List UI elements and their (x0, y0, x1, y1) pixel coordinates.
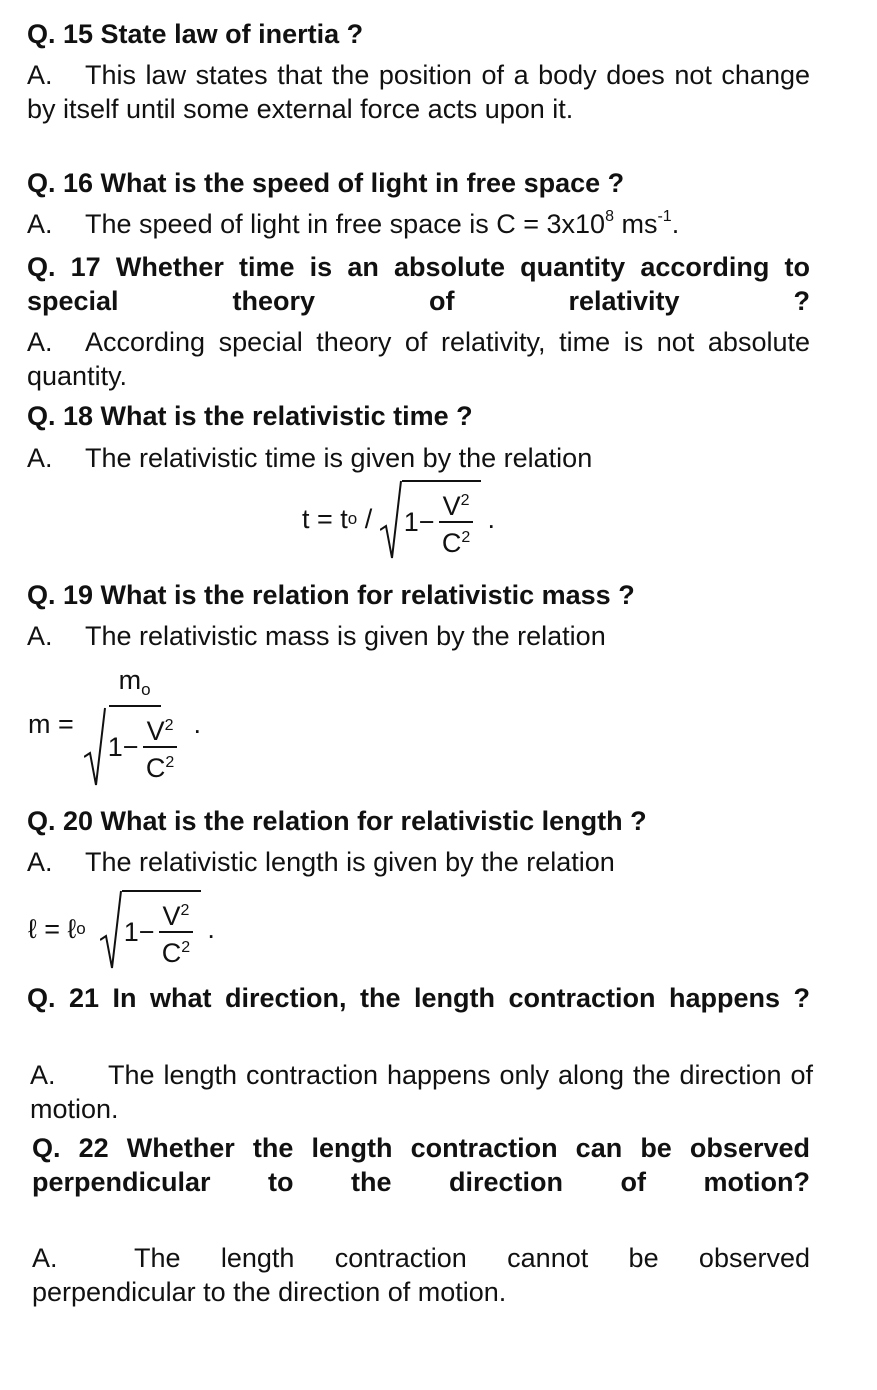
square-root: 1− $\frac{V^2}{C^2}$ (84, 707, 186, 783)
question-17: Q. 17 Whether time is an absolute quantity according to special theory of relativity ? (27, 252, 810, 316)
answer-18: A. The relativistic time is given by the relation (27, 443, 593, 473)
answer-16: A. The speed of light in free space is $C = 3x10^8$ $ms^{-1}$. (27, 208, 680, 239)
square-root: 1− $\frac{V^2}{C^2}$ (100, 890, 202, 968)
radical-icon (100, 890, 122, 970)
question-22: Q. 22 Whether the length contraction can be observed perpendicular to the direction of motion? (32, 1133, 810, 1197)
radical-icon (84, 707, 106, 787)
answer-15: A. This law states that the position of a body does not change by itself until some external force acts upon it. (27, 60, 810, 124)
formula-relativistic-length: ℓ = ℓ o 1− $\frac{V^2}{C^2}$ . (28, 890, 215, 968)
answer-17: A. According special theory of relativity, time is not absolute quantity. (27, 327, 810, 391)
answer-22: A. The length contraction cannot be observed perpendicular to the direction of motion. (32, 1243, 810, 1307)
answer-21: A. The length contraction happens only along the direction of motion. (30, 1060, 813, 1124)
formula-relativistic-mass: m = $m_o$ 1− $\frac{V^2}{C^2}$ . (28, 665, 201, 783)
radical-icon (380, 480, 402, 560)
question-16: Q. 16 What is the speed of light in free space ? (27, 168, 625, 198)
answer-20: A. The relativistic length is given by the relation (27, 847, 615, 877)
formula-relativistic-time: t = t o / 1− $\frac{V^2}{C^2}$ . (302, 480, 495, 558)
question-18: Q. 18 What is the relativistic time ? (27, 401, 473, 431)
question-15: Q. 15 State law of inertia ? (27, 19, 364, 49)
answer-19: A. The relativistic mass is given by the relation (27, 621, 606, 651)
question-19: Q. 19 What is the relation for relativistic mass ? (27, 580, 635, 610)
question-21: Q. 21 In what direction, the length contraction happens ? (27, 983, 810, 1013)
square-root: 1− $\frac{V^2}{C^2}$ (380, 480, 482, 558)
question-20: Q. 20 What is the relation for relativistic length ? (27, 806, 647, 836)
answer-label: A. (27, 60, 53, 90)
